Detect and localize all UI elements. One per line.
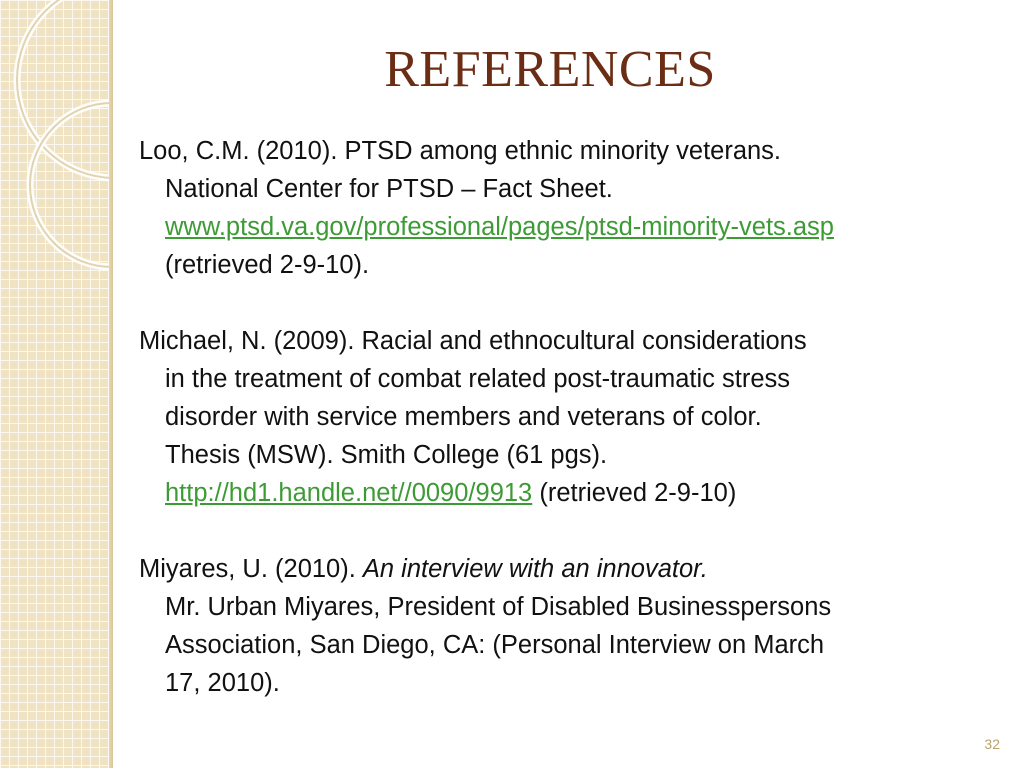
reference-text: disorder with service members and veterans of color.	[165, 403, 762, 431]
reference-text: National Center for PTSD – Fact Sheet.	[165, 175, 613, 203]
decorative-rings-icon	[0, 0, 113, 300]
reference-link-line	[165, 476, 736, 510]
page-title: REFERENCES	[384, 41, 716, 98]
reference-text: Loo, C.M. (2010). PTSD among ethnic minority veterans.	[139, 137, 782, 165]
reference-text: Mr. Urban Miyares, President of Disabled Businesspersons	[165, 593, 832, 621]
reference-author: Miyares, U. (2010).	[139, 555, 363, 583]
reference-text-line	[139, 552, 708, 586]
reference-text: in the treatment of combat related post-traumatic stress	[165, 365, 791, 393]
reference-text: Michael, N. (2009). Racial and ethnocultural considerations	[139, 327, 807, 355]
reference-retrieved: (retrieved 2-9-10)	[532, 479, 737, 507]
reference-link-handle-net[interactable]: http://hd1.handle.net//0090/9913	[165, 479, 533, 507]
reference-text: Thesis (MSW). Smith College (61 pgs).	[165, 441, 608, 469]
reference-title-italic: An interview with an innovator.	[362, 555, 708, 583]
reference-text: Association, San Diego, CA: (Personal Interview on March	[165, 631, 825, 659]
decorative-side-panel	[0, 0, 113, 768]
reference-text: 17, 2010).	[165, 669, 280, 697]
reference-retrieved: (retrieved 2-9-10).	[165, 251, 370, 279]
slide-number: 32	[984, 736, 1000, 752]
reference-link-ptsd-va[interactable]: www.ptsd.va.gov/professional/pages/ptsd-minority-vets.asp	[165, 213, 834, 241]
